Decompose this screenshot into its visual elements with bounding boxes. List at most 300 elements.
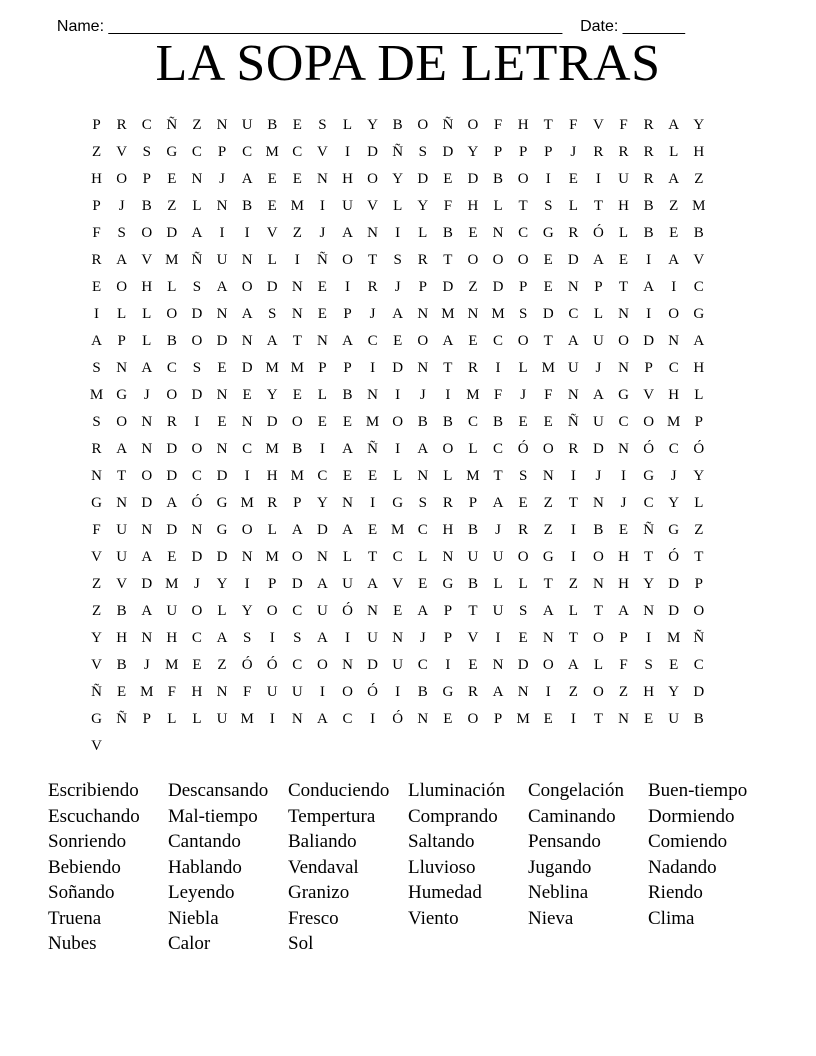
grid-letter: N (618, 360, 629, 377)
grid-letter: E (618, 522, 629, 539)
grid-letter: N (542, 630, 554, 647)
grid-letter: J (143, 387, 150, 404)
grid-letter: C (166, 360, 177, 377)
grid-letter: Y (266, 387, 278, 404)
grid-letter: M (265, 441, 279, 458)
grid-letter: I (495, 360, 501, 377)
grid-letter: I (570, 522, 576, 539)
grid-letter: B (392, 117, 403, 133)
grid-letter: P (594, 279, 603, 296)
grid-letter: I (545, 171, 551, 188)
grid-letter: D (442, 279, 454, 296)
grid-letter: C (493, 333, 504, 350)
grid-letter: N (517, 684, 529, 701)
grid-letter: E (543, 252, 553, 269)
grid-letter: U (392, 657, 404, 674)
grid-letter: R (267, 495, 278, 512)
grid-letter: Ñ (316, 252, 328, 269)
grid-letter: B (116, 603, 127, 620)
grid-letter: D (668, 576, 680, 593)
grid-letter: O (266, 603, 278, 620)
grid-letter: L (518, 360, 528, 377)
grid-letter: A (542, 603, 554, 620)
grid-letter: E (518, 414, 528, 431)
grid-letter: A (367, 576, 378, 593)
grid-letter: E (644, 711, 654, 728)
word-list-item: Hablando (168, 856, 242, 878)
grid-letter: C (668, 360, 679, 377)
word-list-item: Riendo (648, 882, 703, 903)
grid-letter: M (667, 414, 681, 431)
grid-letter: N (216, 441, 228, 458)
word-list (48, 778, 768, 957)
grid-letter: N (618, 441, 629, 458)
grid-letter: Ó (392, 711, 404, 728)
grid-letter: Ñ (367, 441, 378, 458)
grid-letter: M (265, 549, 279, 566)
grid-letter: I (395, 225, 401, 242)
grid-letter: L (593, 306, 603, 323)
grid-letter: A (216, 279, 228, 296)
grid-letter: A (567, 333, 579, 350)
grid-letter: Z (543, 495, 553, 512)
grid-letter: A (668, 171, 680, 188)
grid-letter: A (643, 279, 655, 296)
grid-letter: G (392, 495, 404, 512)
grid-letter: P (142, 171, 151, 188)
grid-letter: R (643, 171, 654, 188)
grid-letter: A (668, 252, 680, 269)
grid-letter: A (668, 117, 680, 133)
grid-letter: D (166, 441, 178, 458)
grid-letter: I (646, 252, 652, 269)
grid-letter: H (618, 576, 629, 593)
grid-letter: R (442, 495, 453, 512)
grid-letter: M (240, 495, 254, 512)
grid-letter: D (668, 603, 680, 620)
grid-letter: N (91, 468, 102, 485)
word-list-item: Humedad (408, 882, 482, 903)
grid-letter: B (141, 198, 152, 215)
grid-letter: J (369, 306, 376, 323)
grid-letter: U (668, 711, 680, 728)
grid-letter: M (89, 387, 104, 404)
grid-letter: I (244, 468, 250, 485)
grid-letter: T (292, 333, 302, 350)
grid-letter: I (495, 630, 501, 647)
grid-letter: N (668, 333, 680, 350)
grid-letter: L (418, 549, 428, 566)
grid-letter: N (567, 387, 579, 404)
grid-letter: O (116, 171, 128, 188)
grid-letter: B (342, 387, 353, 404)
grid-letter: H (442, 522, 454, 539)
grid-letter: B (242, 198, 253, 215)
grid-letter: E (618, 252, 629, 269)
grid-letter: I (244, 225, 250, 242)
grid-letter: A (141, 549, 153, 566)
grid-letter: D (316, 522, 328, 539)
grid-letter: E (367, 522, 378, 539)
grid-letter: S (544, 198, 553, 215)
grid-letter: N (216, 198, 228, 215)
grid-letter: H (91, 171, 102, 188)
grid-letter: R (467, 684, 478, 701)
grid-letter: A (141, 360, 153, 377)
grid-letter: H (693, 144, 705, 161)
grid-letter: Z (694, 522, 704, 539)
grid-letter: N (216, 306, 228, 323)
grid-letter: A (166, 495, 178, 512)
grid-letter: M (541, 360, 555, 377)
grid-letter: C (292, 603, 303, 620)
grid-letter: I (395, 387, 401, 404)
grid-letter: E (292, 171, 302, 188)
word-list-item: Baliando (288, 831, 357, 852)
grid-letter: F (493, 387, 503, 404)
grid-letter: L (267, 252, 277, 269)
word-list-item: Tempertura (288, 805, 376, 827)
grid-letter: M (516, 711, 530, 728)
grid-letter: L (192, 711, 202, 728)
grid-letter: B (467, 576, 478, 593)
grid-letter: E (468, 333, 478, 350)
grid-letter: N (618, 306, 629, 323)
grid-letter: N (191, 171, 203, 188)
grid-letter: O (467, 252, 479, 269)
word-list-item: Leyendo (168, 882, 235, 903)
grid-letter: E (468, 657, 478, 674)
grid-letter: A (316, 576, 328, 593)
grid-letter: D (266, 279, 278, 296)
grid-letter: N (567, 279, 579, 296)
grid-letter: U (116, 549, 128, 566)
grid-letter: Ó (593, 225, 604, 242)
grid-letter: E (167, 171, 177, 188)
grid-letter: A (116, 252, 128, 269)
grid-letter: T (443, 252, 453, 269)
grid-letter: N (116, 495, 128, 512)
grid-letter: O (342, 684, 353, 701)
grid-letter: D (517, 657, 529, 674)
grid-letter: E (543, 279, 553, 296)
grid-letter: C (643, 495, 654, 512)
grid-letter: A (116, 441, 128, 458)
grid-letter: P (318, 360, 327, 377)
grid-letter: N (643, 603, 655, 620)
grid-letter: M (491, 306, 505, 323)
grid-letter: S (268, 306, 277, 323)
grid-letter: V (266, 225, 278, 242)
grid-letter: H (517, 117, 529, 133)
grid-letter: T (493, 468, 503, 485)
grid-letter: L (393, 198, 403, 215)
grid-letter: O (191, 333, 203, 350)
grid-letter: A (241, 171, 253, 188)
grid-letter: Y (367, 117, 378, 133)
grid-letter: E (317, 279, 327, 296)
grid-letter: Ñ (567, 414, 579, 431)
grid-letter: A (191, 225, 203, 242)
grid-letter: D (417, 171, 429, 188)
grid-letter: C (417, 657, 428, 674)
grid-letter: Z (217, 657, 227, 674)
grid-letter: D (166, 468, 178, 485)
grid-letter: D (141, 576, 153, 593)
word-list-item: Niebla (168, 907, 219, 929)
grid-letter: M (466, 387, 480, 404)
grid-letter: F (493, 117, 503, 133)
grid-letter: E (267, 198, 277, 215)
grid-letter: O (693, 603, 705, 620)
grid-letter: T (367, 252, 378, 269)
grid-letter: L (142, 333, 152, 350)
grid-letter: O (593, 684, 604, 701)
word-list-item: Congelación (528, 780, 625, 801)
grid-letter: O (166, 306, 178, 323)
grid-letter: T (593, 711, 603, 728)
grid-letter: L (342, 549, 353, 566)
grid-letter: I (370, 495, 376, 512)
grid-letter: V (91, 738, 102, 755)
grid-letter: M (140, 684, 154, 701)
grid-letter: P (443, 603, 453, 620)
grid-letter: N (141, 522, 153, 539)
grid-letter: E (342, 468, 353, 485)
grid-letter: U (241, 117, 253, 133)
grid-letter: B (593, 522, 604, 539)
grid-letter: O (116, 414, 128, 431)
word-list-item: Neblina (528, 882, 589, 903)
grid-letter: B (442, 225, 453, 242)
word-search-grid (84, 112, 711, 760)
grid-letter: Ñ (392, 144, 404, 161)
grid-letter: J (143, 657, 150, 674)
word-list-item: Vendaval (288, 856, 359, 878)
grid-letter: Z (292, 225, 302, 242)
grid-letter: R (367, 279, 378, 296)
grid-letter: Z (618, 684, 629, 701)
word-list-item: Bebiendo (48, 856, 121, 878)
grid-letter: N (241, 333, 253, 350)
grid-letter: D (392, 360, 404, 377)
grid-letter: O (593, 630, 604, 647)
word-list-item: Pensando (528, 831, 601, 852)
grid-letter: U (342, 576, 353, 593)
grid-letter: N (467, 306, 479, 323)
grid-letter: I (194, 414, 200, 431)
grid-letter: R (467, 360, 478, 377)
grid-letter: M (165, 576, 179, 593)
grid-letter: E (91, 279, 102, 296)
grid-letter: R (518, 522, 529, 539)
grid-letter: D (166, 225, 178, 242)
grid-letter: B (693, 711, 704, 728)
grid-letter: E (267, 171, 277, 188)
grid-letter: D (141, 495, 153, 512)
grid-letter: H (342, 171, 353, 188)
grid-letter: G (91, 711, 102, 728)
grid-letter: N (542, 468, 554, 485)
grid-letter: B (417, 684, 428, 701)
grid-letter: E (342, 414, 353, 431)
word-list-item: Granizo (288, 882, 350, 903)
date-blank: _______ (622, 18, 686, 35)
grid-letter: I (646, 630, 652, 647)
page-title: LA SOPA DE LETRAS (155, 35, 661, 92)
grid-letter: N (141, 630, 153, 647)
grid-letter: U (116, 522, 128, 539)
grid-letter: C (417, 522, 428, 539)
grid-letter: L (317, 387, 327, 404)
grid-letter: Ó (693, 441, 705, 458)
grid-letter: M (365, 414, 380, 431)
grid-letter: T (443, 360, 453, 377)
grid-letter: E (317, 414, 327, 431)
word-list-item: Truena (48, 907, 102, 929)
word-list-item: Mal-tiempo (168, 805, 258, 827)
grid-letter: Y (668, 684, 680, 701)
grid-letter: Z (91, 603, 102, 620)
grid-letter: C (191, 468, 202, 485)
grid-letter: F (167, 684, 176, 701)
grid-letter: S (518, 468, 528, 485)
grid-letter: Y (467, 144, 479, 161)
grid-letter: R (643, 144, 654, 161)
grid-letter: N (241, 414, 253, 431)
grid-letter: P (92, 117, 101, 133)
word-list-item: Nadando (648, 856, 717, 878)
grid-letter: D (367, 657, 378, 674)
grid-letter: Ó (668, 549, 680, 566)
grid-letter: A (266, 333, 278, 350)
grid-letter: H (618, 549, 629, 566)
grid-letter: D (191, 549, 203, 566)
grid-letter: C (242, 441, 253, 458)
grid-letter: M (441, 306, 455, 323)
grid-letter: S (518, 603, 528, 620)
word-list-item: Jugando (528, 856, 592, 878)
grid-letter: Z (694, 171, 704, 188)
grid-letter: O (141, 225, 153, 242)
grid-letter: R (417, 252, 428, 269)
grid-letter: J (394, 279, 401, 296)
grid-letter: S (293, 630, 302, 647)
grid-letter: E (418, 576, 428, 593)
grid-letter: A (291, 522, 303, 539)
grid-letter: L (217, 603, 227, 620)
grid-letter: E (167, 549, 177, 566)
grid-letter: C (367, 333, 378, 350)
grid-letter: C (292, 657, 303, 674)
grid-letter: I (94, 306, 100, 323)
grid-letter: C (668, 441, 679, 458)
grid-letter: T (518, 198, 528, 215)
grid-letter: C (191, 144, 202, 161)
grid-letter: I (319, 198, 325, 215)
grid-letter: G (216, 522, 228, 539)
grid-letter: Y (693, 468, 705, 485)
grid-letter: V (316, 144, 328, 161)
grid-letter: P (92, 198, 101, 215)
grid-letter: C (693, 657, 704, 674)
grid-letter: I (370, 711, 376, 728)
word-list-item: Comprando (408, 805, 498, 827)
grid-letter: O (517, 252, 529, 269)
grid-letter: P (694, 414, 703, 431)
grid-letter: O (542, 657, 554, 674)
grid-letter: L (418, 225, 428, 242)
grid-letter: A (141, 603, 153, 620)
grid-letter: U (166, 603, 178, 620)
grid-letter: J (595, 360, 602, 377)
grid-letter: P (644, 360, 653, 377)
grid-letter: S (242, 630, 252, 647)
grid-letter: S (418, 144, 427, 161)
grid-letter: L (443, 468, 453, 485)
grid-letter: Z (568, 576, 578, 593)
grid-letter: E (292, 117, 302, 133)
grid-letter: J (595, 468, 602, 485)
word-list-item: Saltando (408, 831, 475, 852)
grid-letter: I (395, 684, 401, 701)
grid-letter: R (643, 117, 654, 133)
grid-letter: T (543, 576, 553, 593)
grid-letter: A (593, 252, 604, 269)
grid-letter: O (643, 414, 655, 431)
word-list-item: Buen-tiempo (648, 780, 748, 801)
grid-letter: F (242, 684, 252, 701)
grid-letter: O (467, 711, 479, 728)
grid-letter: R (568, 225, 579, 242)
grid-letter: H (467, 198, 479, 215)
word-list-item: Escribiendo (48, 780, 139, 801)
grid-letter: P (468, 495, 478, 512)
grid-letter: Ñ (442, 117, 454, 133)
grid-letter: U (216, 711, 228, 728)
grid-letter: E (443, 711, 453, 728)
grid-letter: O (542, 441, 554, 458)
grid-letter: I (570, 711, 576, 728)
grid-letter: P (343, 306, 352, 323)
grid-letter: I (319, 684, 325, 701)
name-blank: ___________________________________________________ (108, 18, 563, 35)
grid-letter: N (191, 522, 203, 539)
grid-letter: O (417, 333, 429, 350)
grid-letter: O (367, 171, 378, 188)
grid-letter: N (442, 549, 454, 566)
grid-letter: A (342, 441, 353, 458)
grid-letter: N (216, 117, 228, 133)
grid-letter: P (443, 630, 453, 647)
grid-letter: F (443, 198, 453, 215)
grid-letter: O (517, 171, 529, 188)
grid-letter: I (344, 630, 350, 647)
grid-letter: A (316, 711, 328, 728)
grid-letter: G (216, 495, 228, 512)
grid-letter: H (618, 198, 629, 215)
grid-letter: I (344, 144, 350, 161)
grid-letter: U (467, 549, 479, 566)
grid-letter: Ó (241, 657, 253, 674)
grid-letter: J (670, 468, 677, 485)
grid-letter: O (241, 522, 253, 539)
grid-letter: A (442, 333, 454, 350)
grid-letter: S (518, 306, 528, 323)
word-list-item: Cantando (168, 831, 241, 852)
grid-letter: Y (668, 495, 680, 512)
grid-letter: M (466, 468, 480, 485)
